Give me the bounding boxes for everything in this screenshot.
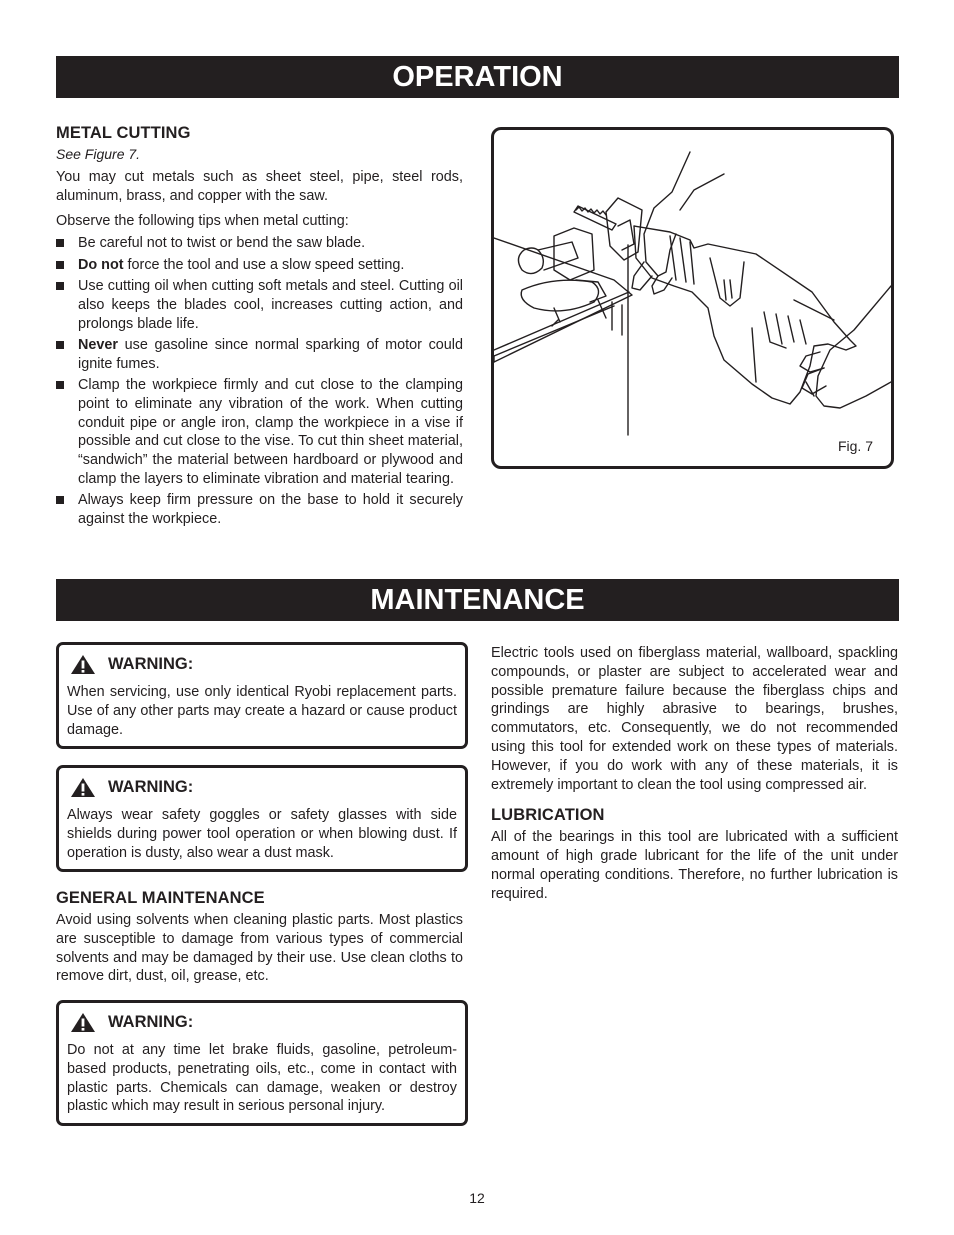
metal-cutting-section [56, 124, 463, 531]
metal-cutting-observe: Observe the following tips when metal cutting: [56, 212, 349, 229]
warning-title: WARNING: [108, 1013, 194, 1031]
metal-cutting-heading: METAL CUTTING [56, 124, 191, 142]
maintenance-right-column [491, 644, 898, 910]
metal-cutting-intro: You may cut metals such as sheet steel, pipe, steel rods, aluminum, brass, and copper with the saw. [56, 169, 463, 204]
figure-caption: Fig. 7 [837, 438, 873, 454]
warning-triangle-icon [70, 654, 96, 675]
list-item: Always keep firm pressure on the base to hold it securely against the workpiece. [56, 491, 463, 529]
warning-title: WARNING: [108, 655, 194, 673]
warning-header [67, 777, 457, 798]
fiberglass-warning-text: Electric tools used on fiberglass material, wallboard, spackling compounds, or plaster are subject to accelerated wear and possible premature failure because the fiberglass chips and grindings are highly abrasive to bearings, brushes, commutators, etc. Consequently, we do not recommended using this tool for extended work on these types of materials. However, if you do work with any of these materials, it is extremely important to clean the tool using compressed air. [491, 645, 898, 793]
bullet-square-icon [56, 341, 64, 349]
maintenance-banner: MAINTENANCE [56, 579, 899, 621]
warning-title: WARNING: [108, 778, 194, 796]
bullet-square-icon [56, 496, 64, 504]
metal-cutting-tips [56, 234, 463, 528]
bullet-square-icon [56, 381, 64, 389]
warning-text: Always wear safety goggles or safety glasses with side shields during power tool operation or when blowing dust. If operation is dusty, also wear a dust mask. [67, 807, 457, 861]
list-item: Be careful not to twist or bend the saw blade. [56, 234, 463, 253]
warning-text: Do not at any time let brake fluids, gasoline, petroleum-based products, penetrating oils, etc., come in contact with plastic parts. Chemicals can damage, weaken or destroy plastic which may result in serious personal injury. [67, 1042, 457, 1115]
list-item: Never use gasoline since normal sparking of motor could ignite fumes. [56, 336, 463, 374]
lubrication-text: All of the bearings in this tool are lubricated with a sufficient amount of high grade lubricant for the life of the unit under normal operating conditions. Therefore, no further lubrication is required. [491, 829, 898, 902]
see-figure-reference: See Figure 7. [56, 146, 141, 162]
warning-box-safety-goggles [56, 765, 468, 872]
warning-box-chemicals [56, 1000, 468, 1126]
warning-triangle-icon [70, 1012, 96, 1033]
bullet-square-icon [56, 261, 64, 269]
bullet-square-icon [56, 239, 64, 247]
reciprocating-saw-illustration [494, 130, 891, 466]
page-number: 12 [469, 1190, 485, 1206]
lubrication-heading: LUBRICATION [491, 806, 605, 825]
general-maintenance-section [56, 889, 463, 992]
bullet-square-icon [56, 282, 64, 290]
general-maintenance-text: Avoid using solvents when cleaning plastic parts. Most plastics are susceptible to damage from various types of commercial solvents and may be damaged by their use. Use clean cloths to remove dirt, dust, oil, grease, etc. [56, 912, 463, 985]
warning-box-replacement-parts [56, 642, 468, 749]
figure-7 [491, 127, 894, 469]
operation-banner: OPERATION [56, 56, 899, 98]
general-maintenance-heading: GENERAL MAINTENANCE [56, 889, 265, 907]
warning-text: When servicing, use only identical Ryobi replacement parts. Use of any other parts may create a hazard or cause product damage. [67, 684, 457, 738]
warning-triangle-icon [70, 777, 96, 798]
list-item: Use cutting oil when cutting soft metals and steel. Cutting oil also keeps the blades cool, increases cutting action, and prolongs blade life. [56, 277, 463, 333]
list-item: Do not force the tool and use a slow speed setting. [56, 256, 463, 275]
warning-header [67, 654, 457, 675]
warning-header [67, 1012, 457, 1033]
list-item: Clamp the workpiece firmly and cut close to the clamping point to eliminate any vibration of the work. When cutting conduit pipe or angle iron, clamp the workpiece in a vise if possible and cut close to the vise. To cut thin sheet material, “sandwich” the material between hardboard or plywood and clamp the layers to eliminate vibration and material tearing. [56, 376, 463, 489]
